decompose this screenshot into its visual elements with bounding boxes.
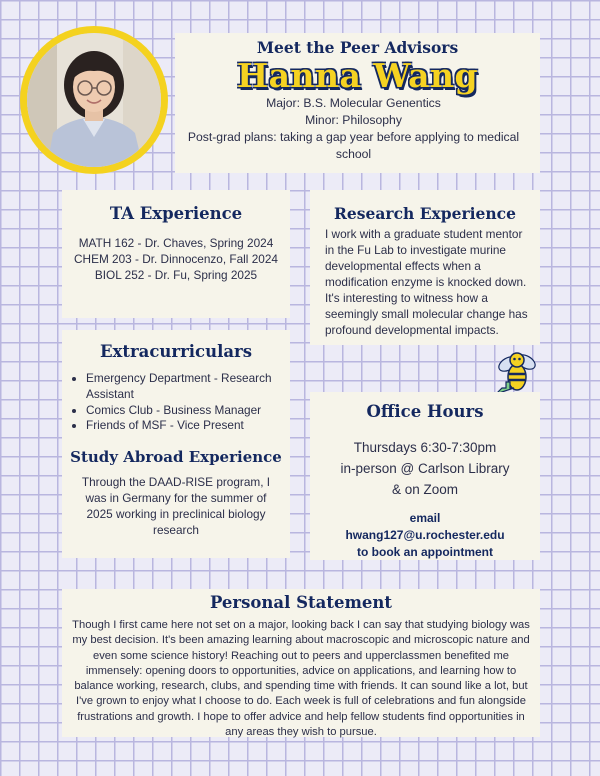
major-line: Major: B.S. Molecular Genentics	[266, 96, 441, 110]
ta-item: MATH 162 - Dr. Chaves, Spring 2024	[78, 236, 274, 250]
research-experience-card	[310, 190, 540, 345]
ta-item: CHEM 203 - Dr. Dinnocenzo, Fall 2024	[74, 252, 278, 266]
personal-statement-card	[62, 589, 540, 737]
ta-experience-title: TA Experience	[109, 204, 243, 223]
study-abroad-description: Through the DAAD-RISE program, I was in Germany for the summer of 2025 working in preclinical biology research	[81, 475, 271, 538]
extracurriculars-card	[62, 330, 290, 558]
email-label: email	[409, 511, 441, 525]
list-item: • Comics Club - Business Manager	[86, 403, 280, 419]
portrait-illustration	[27, 33, 161, 167]
advisor-name: Hanna Wang	[236, 56, 479, 95]
research-experience-title: Research Experience	[334, 204, 516, 223]
personal-statement-text: Though I first came here not set on a major, looking back I can say that studying biology was my best decision. It's been amazing learning about macroscopic and microscopic nature and even some science history! Reaching out to peers and upperclassmen benefited me immensely: opening doors to opportunities, advice on applications, and learning how to balance working, research, clubs, and spending time with friends. It can sound like a lot, but I've grown to enjoy what I choose to do. Each week is full of celebrations and fun alongside frustrations and growth. I hope to offer advice and help fellow students find opportunities in any areas they wish to pursue.	[72, 619, 530, 739]
portrait-photo	[20, 26, 168, 174]
ta-item: BIOL 252 - Dr. Fu, Spring 2025	[94, 268, 258, 282]
personal-statement-title: Personal Statement	[209, 593, 393, 612]
post-grad-line: Post-grad plans: taking a gap year before applying to medical school	[187, 130, 520, 161]
research-description: I work with a graduate student mentor in the Fu Lab to investigate murine developmental effects when a modification enzyme is knocked down. It's interesting to witness how a seemingly small molecular change has profound developmental impacts.	[325, 227, 528, 337]
office-hours-line: Thursdays 6:30-7:30pm	[353, 440, 497, 455]
extracurriculars-list	[62, 371, 290, 434]
office-hours-title: Office Hours	[366, 402, 484, 421]
minor-line: Minor: Philosophy	[305, 113, 402, 127]
study-abroad-title: Study Abroad Experience	[70, 448, 282, 467]
office-hours-card	[310, 392, 540, 560]
office-hours-line: & on Zoom	[391, 482, 459, 497]
header-card	[175, 33, 540, 173]
office-hours-line: in-person @ Carlson Library	[340, 461, 510, 476]
list-item: • Friends of MSF - Vice Present	[86, 418, 280, 434]
ta-experience-card	[62, 190, 290, 318]
list-item: • Emergency Department - Research Assistant	[86, 371, 280, 403]
extracurriculars-title: Extracurriculars	[99, 342, 253, 361]
email-link[interactable]: hwang127@u.rochester.edu	[345, 528, 505, 542]
section-kicker: Meet the Peer Advisors	[256, 38, 459, 57]
appointment-cta: to book an appointment	[357, 545, 493, 559]
